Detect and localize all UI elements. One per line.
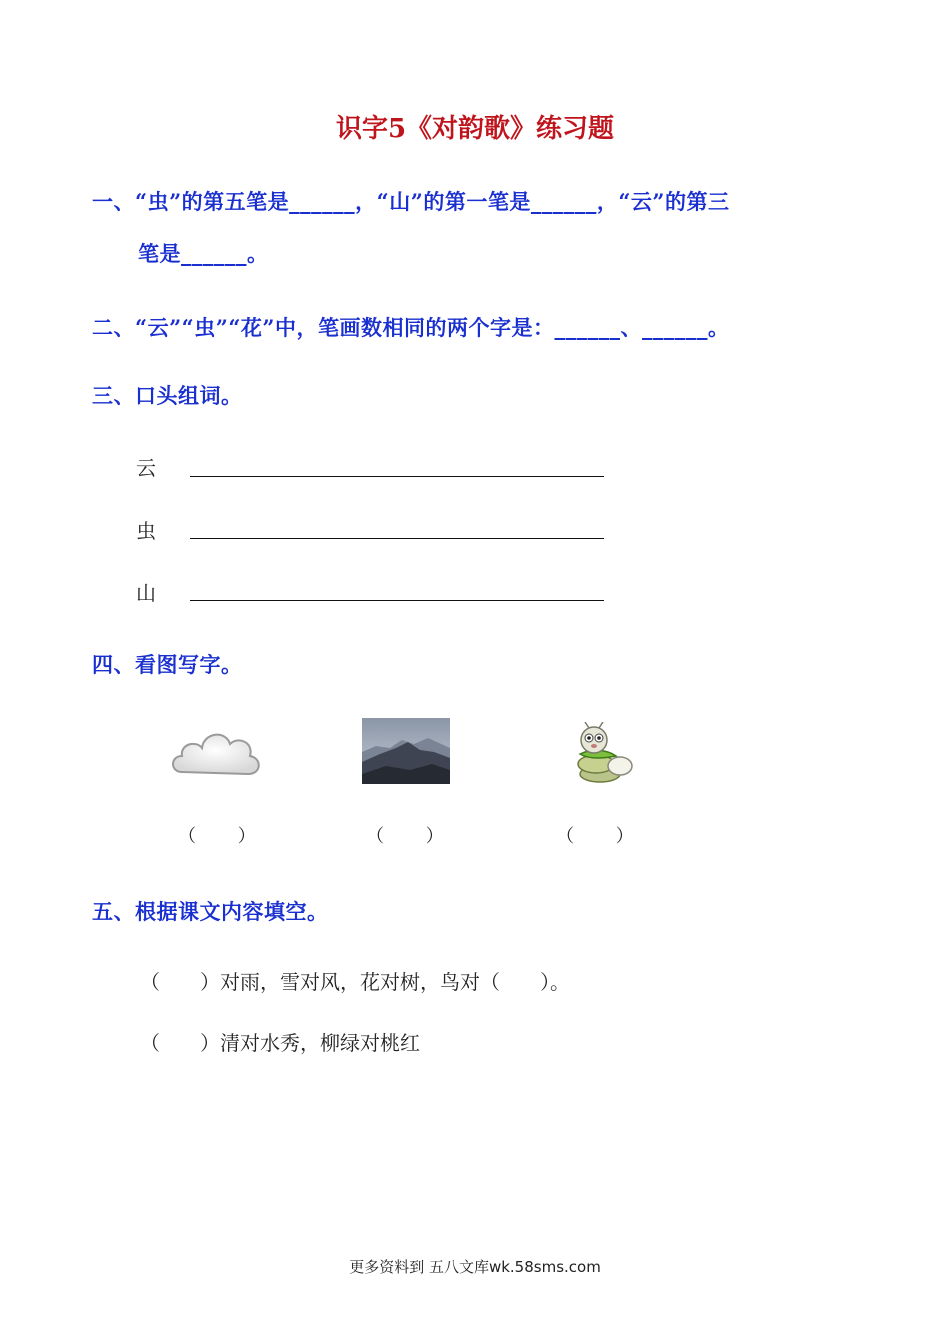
footer-note: 更多资料到 五八文库wk.58sms.com [349, 1258, 601, 1276]
answer-box-cloud: （ ） [178, 826, 256, 847]
mountain-picture [362, 718, 450, 784]
answer-line-yun [190, 476, 604, 477]
question-3-heading: 三、口头组词。 [92, 383, 243, 408]
word-item-chong: 虫 [136, 519, 156, 543]
question-5-line-2: （ ）清对水秀，柳绿对桃红 [140, 1031, 420, 1055]
question-1-line-2: 笔是______。 [138, 241, 269, 266]
page-title: 识字5《对韵歌》练习题 [335, 114, 615, 144]
cloud-picture [168, 718, 264, 782]
answer-box-caterpillar: （ ） [556, 826, 634, 847]
word-item-shan: 山 [136, 581, 156, 605]
caterpillar-picture [572, 722, 638, 784]
answer-box-mountain: （ ） [366, 826, 444, 847]
answer-line-shan [190, 600, 604, 601]
answer-line-chong [190, 538, 604, 539]
question-1-line-1: 一、“虫”的第五笔是______，“山”的第一笔是______，“云”的第三 [92, 189, 730, 214]
question-4-heading: 四、看图写字。 [92, 652, 243, 677]
question-2: 二、“云”“虫”“花”中，笔画数相同的两个字是：______、______。 [92, 315, 730, 340]
question-5-heading: 五、根据课文内容填空。 [92, 899, 329, 924]
question-5-line-1: （ ）对雨，雪对风，花对树，鸟对（ ）。 [140, 970, 570, 994]
word-item-yun: 云 [136, 456, 156, 480]
